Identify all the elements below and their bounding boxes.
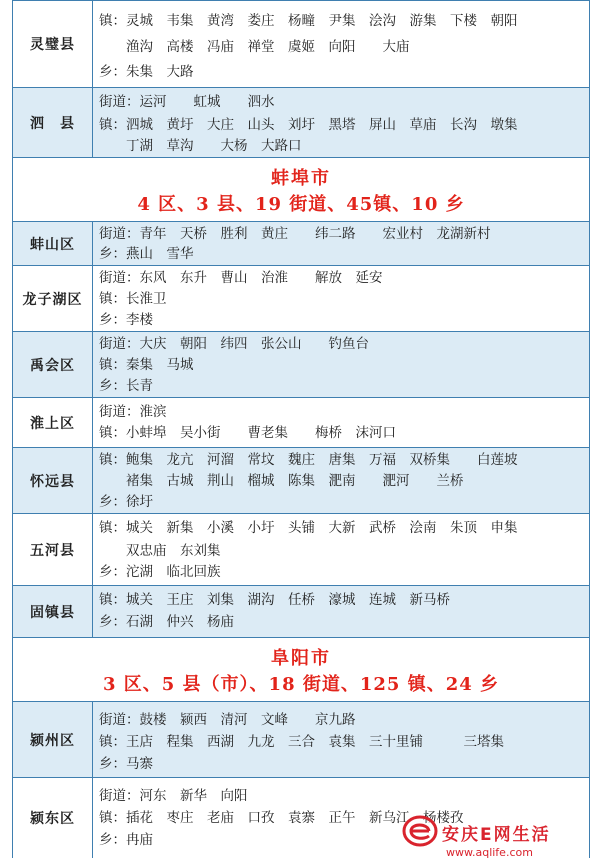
district-line: 镇：鲍集 龙亢 河溜 常坟 魏庄 唐集 万福 双桥集 白莲坡 [99,452,518,468]
county-row-sixian [12,88,590,158]
district-line: 镇：王店 程集 西湖 九龙 三合 袁集 三十里铺 三塔集 [99,734,504,750]
district-name: 蚌山区 [13,222,93,265]
district-name: 颍东区 [13,778,93,858]
district-line: 镇：插花 枣庄 老庙 口孜 袁寨 正午 新乌江 杨楼孜 [99,810,464,826]
county-line: 镇：泗城 黄圩 大庄 山头 刘圩 黑塔 屏山 草庙 长沟 墩集 [99,117,518,133]
county-line: 乡：朱集 大路 [99,64,194,80]
city-header-bengbu [12,158,590,222]
city-summary: 4 区、3 县、19 街道、45镇、10 乡 [137,194,465,215]
district-line: 乡：徐圩 [99,494,153,510]
district-row-guzhen [12,586,590,638]
county-line: 镇：灵城 韦集 黄湾 娄庄 杨疃 尹集 浍沟 游集 下楼 朝阳 [99,13,518,29]
district-line: 街道：河东 新华 向阳 [99,788,248,804]
district-row-huaiyuan [12,448,590,514]
city-title: 蚌埠市 [271,168,331,189]
district-line: 街道：青年 天桥 胜利 黄庄 纬二路 宏业村 龙湖新村 [99,226,491,242]
district-row-wuhe [12,514,590,586]
district-name: 颍州区 [13,702,93,777]
district-line: 乡：冉庙 [99,832,153,848]
district-name: 淮上区 [13,398,93,447]
city-summary: 3 区、5 县（市）、18 街道、125 镇、24 乡 [102,674,500,695]
district-line: 街道：鼓楼 颍西 清河 文峰 京九路 [99,712,356,728]
city-header-fuyang [12,638,590,702]
district-row-yingzhou [12,702,590,778]
district-line: 双忠庙 东刘集 [99,543,221,559]
watermark [402,806,592,862]
district-row-longzihu [12,266,590,332]
district-name: 怀远县 [13,448,93,513]
district-line: 乡：燕山 雪华 [99,246,194,262]
city-title: 阜阳市 [271,648,331,669]
district-line: 街道：东风 东升 曹山 治淮 解放 延安 [99,270,383,286]
county-line: 街道：运河 虹城 泗水 [99,94,275,110]
district-line: 乡：长青 [99,378,153,394]
county-row-lingbi [12,0,590,88]
county-line: 渔沟 高楼 冯庙 禅堂 虞姬 向阳 大庙 [99,39,410,55]
district-line: 褚集 古城 荆山 榴城 陈集 淝南 淝河 兰桥 [99,473,464,489]
district-line: 街道：大庆 朝阳 纬四 张公山 钓鱼台 [99,336,369,352]
district-row-yuhui [12,332,590,398]
district-row-bengshan [12,222,590,266]
district-line: 镇：城关 王庄 刘集 湖沟 任桥 濠城 连城 新马桥 [99,592,450,608]
district-row-huaishang [12,398,590,448]
district-line: 街道：淮滨 [99,404,167,420]
district-line: 镇：秦集 马城 [99,357,194,373]
watermark-url: www.aqlife.com [446,846,533,859]
district-line: 乡：李楼 [99,312,153,328]
watermark-text: 安庆E网生活 [442,825,551,845]
e-logo-icon [402,814,438,848]
county-line: 丁湖 草沟 大杨 大路口 [99,138,302,154]
district-name: 龙子湖区 [13,266,93,331]
district-name: 禹会区 [13,332,93,397]
district-name: 固镇县 [13,586,93,637]
district-line: 镇：长淮卫 [99,291,167,307]
county-name: 灵璧县 [13,1,93,87]
district-name: 五河县 [13,514,93,585]
admin-division-table [12,0,590,858]
district-line: 镇：城关 新集 小溪 小圩 头铺 大新 武桥 浍南 朱顶 申集 [99,520,518,536]
district-line: 镇：小蚌埠 吴小街 曹老集 梅桥 沫河口 [99,425,396,441]
county-name: 泗 县 [13,88,93,157]
district-line: 乡：石湖 仲兴 杨庙 [99,614,234,630]
district-line: 乡：马寨 [99,756,153,772]
district-line: 乡：沱湖 临北回族 [99,564,221,580]
